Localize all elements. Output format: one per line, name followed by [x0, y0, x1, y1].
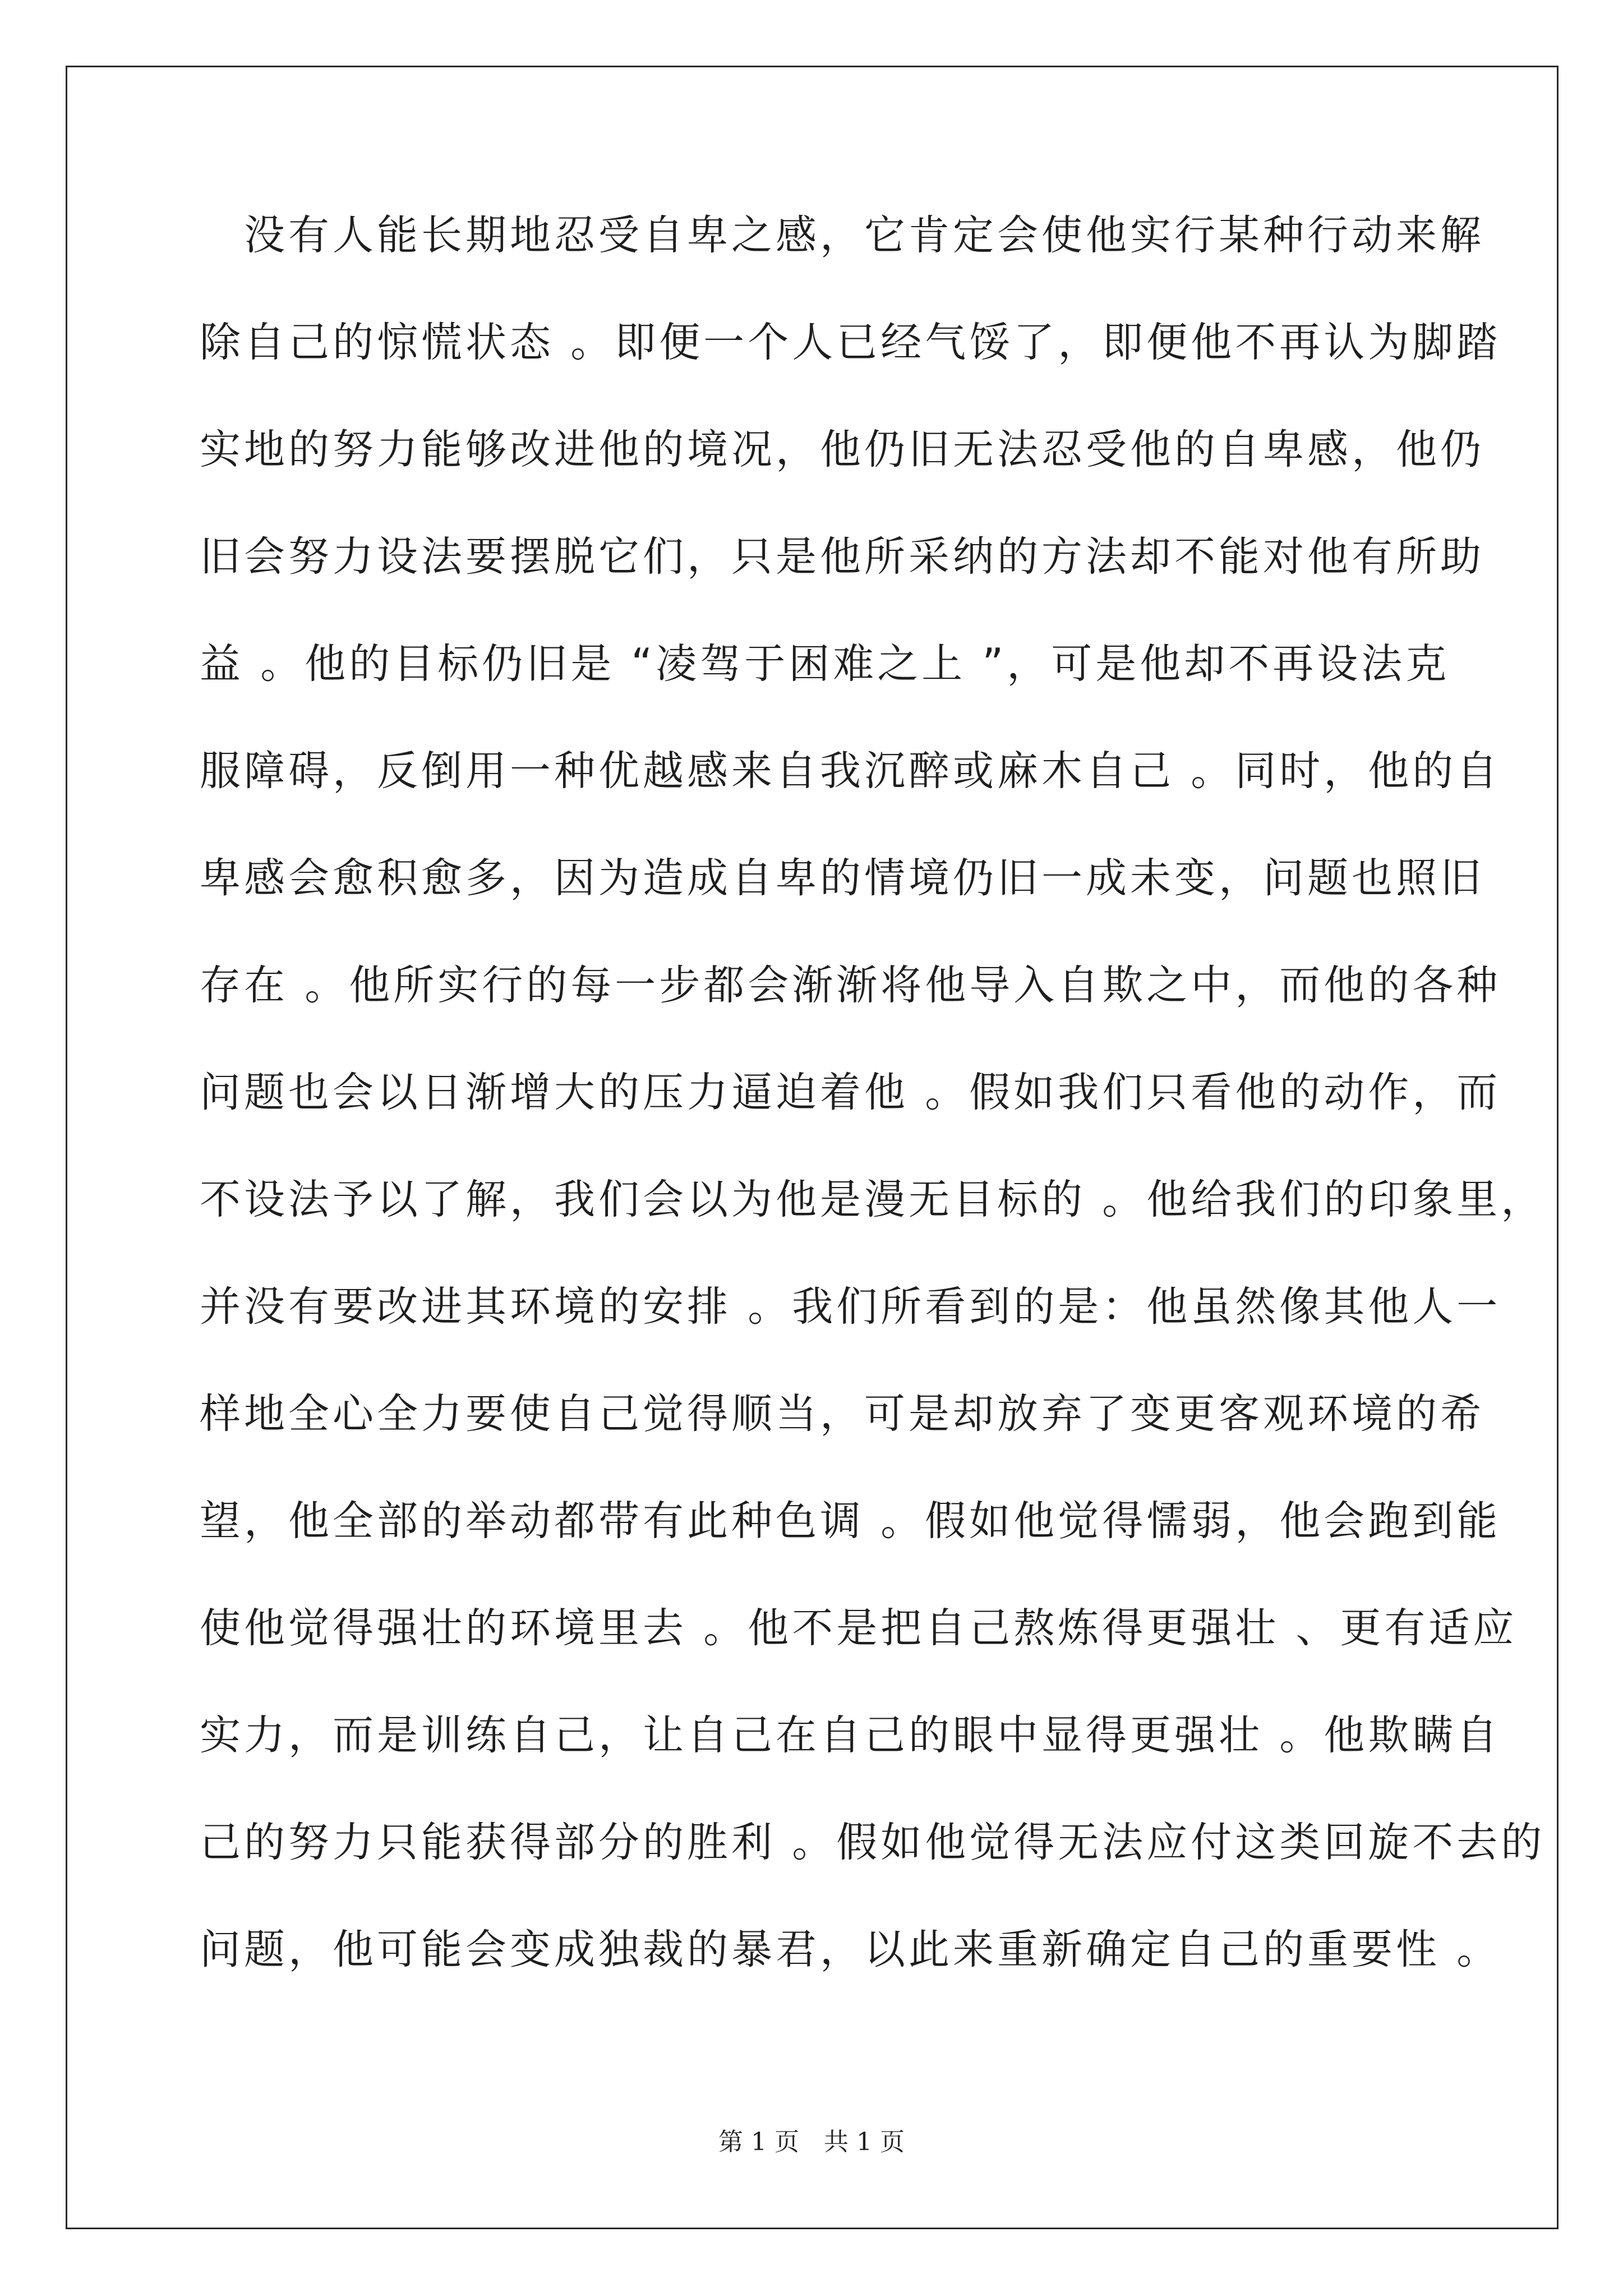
text-line: 服障碍，反倒用一种优越感来自我沉醉或麻木自己 。同时，他的自: [200, 747, 1501, 795]
text-line: 使他觉得强壮的环境里去 。他不是把自己熬炼得更强壮 、更有适应: [200, 1604, 1518, 1652]
text-line: 实力，而是训练自己，让自己在自己的眼中显得更强壮 。他欺瞒自: [200, 1711, 1501, 1759]
text-line: 不设法予以了解，我们会以为他是漫无目标的 。他给我们的印象里，: [200, 1176, 1546, 1223]
text-line: 卑感会愈积愈多，因为造成自卑的情境仍旧一成未变，问题也照旧: [200, 854, 1484, 902]
text-line: 益 。他的目标仍旧是 “凌驾于困难之上 ”，可是他却不再设法克: [200, 640, 1450, 688]
text-line: 样地全心全力要使自己觉得顺当，可是却放弃了变更客观环境的希: [200, 1390, 1484, 1438]
text-line: 存在 。他所实行的每一步都会渐渐将他导入自欺之中，而他的各种: [200, 961, 1501, 1009]
text-line: 实地的努力能够改进他的境况，他仍旧无法忍受他的自卑感，他仍: [200, 426, 1484, 473]
page-border: [66, 66, 1559, 2229]
text-line: 问题，他可能会变成独裁的暴君，以此来重新确定自己的重要性 。: [200, 1926, 1501, 1973]
text-line: 望，他全部的举动都带有此种色调 。假如他觉得懦弱，他会跑到能: [200, 1497, 1501, 1545]
text-line: 除自己的惊慌状态 。即便一个人已经气馁了，即便他不再认为脚踏: [200, 319, 1501, 366]
text-line: 问题也会以日渐增大的压力逼迫着他 。假如我们只看他的动作，而: [200, 1069, 1501, 1116]
text-line: 旧会努力设法要摆脱它们，只是他所采纳的方法却不能对他有所助: [200, 533, 1484, 581]
text-line: 并没有要改进其环境的安排 。我们所看到的是：他虽然像其他人一: [200, 1283, 1501, 1331]
page-number-footer: 第 1 页 共 1 页: [718, 2128, 905, 2156]
text-line: 没有人能长期地忍受自卑之感，它肯定会使他实行某种行动来解: [200, 211, 1484, 259]
text-line: 己的努力只能获得部分的胜利 。假如他觉得无法应付这类回旋不去的: [200, 1819, 1546, 1866]
